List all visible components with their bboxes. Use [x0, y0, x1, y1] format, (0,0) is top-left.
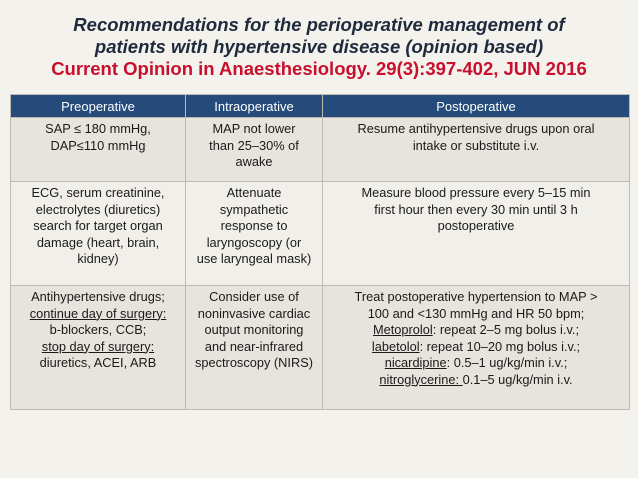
cell-line: postoperative [437, 218, 515, 233]
drug-name: nicardipine [384, 355, 447, 370]
cell-line: response to [220, 218, 288, 233]
drug-line-nitroglycerine [325, 372, 627, 389]
cell-line: 100 and <130 mmHg and HR 50 bpm; [367, 305, 585, 321]
row3-intraoperative-cell [186, 285, 323, 409]
title-line-2: patients with hypertensive disease (opinion based) [94, 36, 544, 57]
row2-preoperative-cell [11, 181, 186, 285]
cell-line: awake [235, 154, 273, 169]
drug-line-metoprolol [325, 322, 627, 339]
drug-dose: : repeat 2–5 mg bolus i.v.; [432, 322, 580, 337]
cell-line: SAP ≤ 180 mmHg, [45, 121, 151, 136]
row1-intraoperative-cell [186, 117, 323, 181]
drug-name: labetolol [371, 338, 420, 354]
stop-day-label: stop day of surgery: [41, 338, 155, 354]
cell-line: electrolytes (diuretics) [35, 201, 161, 217]
drug-dose: 0.1–5 ug/kg/min i.v. [462, 371, 573, 387]
row3-preoperative-cell [11, 285, 186, 409]
title-line-1: Recommendations for the perioperative management of [73, 14, 565, 35]
row2-intraoperative-cell [186, 181, 323, 285]
cell-line: Consider use of [209, 289, 299, 304]
cell-line: DAP≤110 mmHg [50, 137, 146, 153]
cell-line: Treat postoperative hypertension to MAP > [354, 289, 598, 304]
cell-line: Measure blood pressure every 5–15 min [361, 185, 591, 200]
drug-dose: : repeat 10–20 mg bolus i.v.; [419, 338, 581, 354]
row1-preoperative-cell [11, 117, 186, 181]
cell-line: use laryngeal mask) [196, 251, 312, 266]
drug-dose: : 0.5–1 ug/kg/min i.v.; [446, 355, 568, 370]
row3-postoperative-cell [323, 285, 629, 409]
cell-line: damage (heart, brain, [36, 234, 160, 250]
cell-line: search for target organ [33, 218, 163, 233]
drug-name: nitroglycerine: [379, 371, 463, 387]
drug-line-nicardipine [325, 355, 627, 372]
header-postoperative: Postoperative [323, 95, 629, 117]
header-preoperative: Preoperative [11, 95, 186, 117]
drug-name: Metoprolol [372, 322, 433, 337]
cell-line: MAP not lower [212, 121, 296, 136]
citation: Current Opinion in Anaesthesiology. 29(3):397-402, JUN 2016 [51, 58, 587, 79]
cell-line: sympathetic [219, 201, 289, 217]
continue-day-label: continue day of surgery: [29, 305, 167, 321]
cell-line: b-blockers, CCB; [49, 322, 147, 337]
cell-line: first hour then every 30 min until 3 h [374, 201, 578, 217]
cell-line: laryngoscopy (or [206, 234, 302, 250]
row2-postoperative-cell [323, 181, 629, 285]
cell-line: Resume antihypertensive drugs upon oral [357, 121, 595, 136]
cell-line: and near-infrared [204, 338, 304, 354]
row1-postoperative-cell [323, 117, 629, 181]
cell-line: output monitoring [204, 322, 304, 337]
header-intraoperative: Intraoperative [186, 95, 323, 117]
slide-title [0, 14, 638, 80]
cell-line: ECG, serum creatinine, [31, 185, 165, 200]
cell-line: Antihypertensive drugs; [31, 289, 165, 304]
recommendations-table [10, 94, 630, 410]
cell-line: diuretics, ACEI, ARB [39, 355, 157, 370]
cell-line: intake or substitute i.v. [412, 137, 540, 153]
cell-line: Attenuate [226, 185, 282, 200]
drug-line-labetolol [325, 339, 627, 356]
cell-line: spectroscopy (NIRS) [194, 355, 314, 370]
cell-line: than 25–30% of [209, 137, 299, 153]
cell-line: kidney) [77, 251, 119, 266]
cell-line: noninvasive cardiac [197, 305, 311, 321]
